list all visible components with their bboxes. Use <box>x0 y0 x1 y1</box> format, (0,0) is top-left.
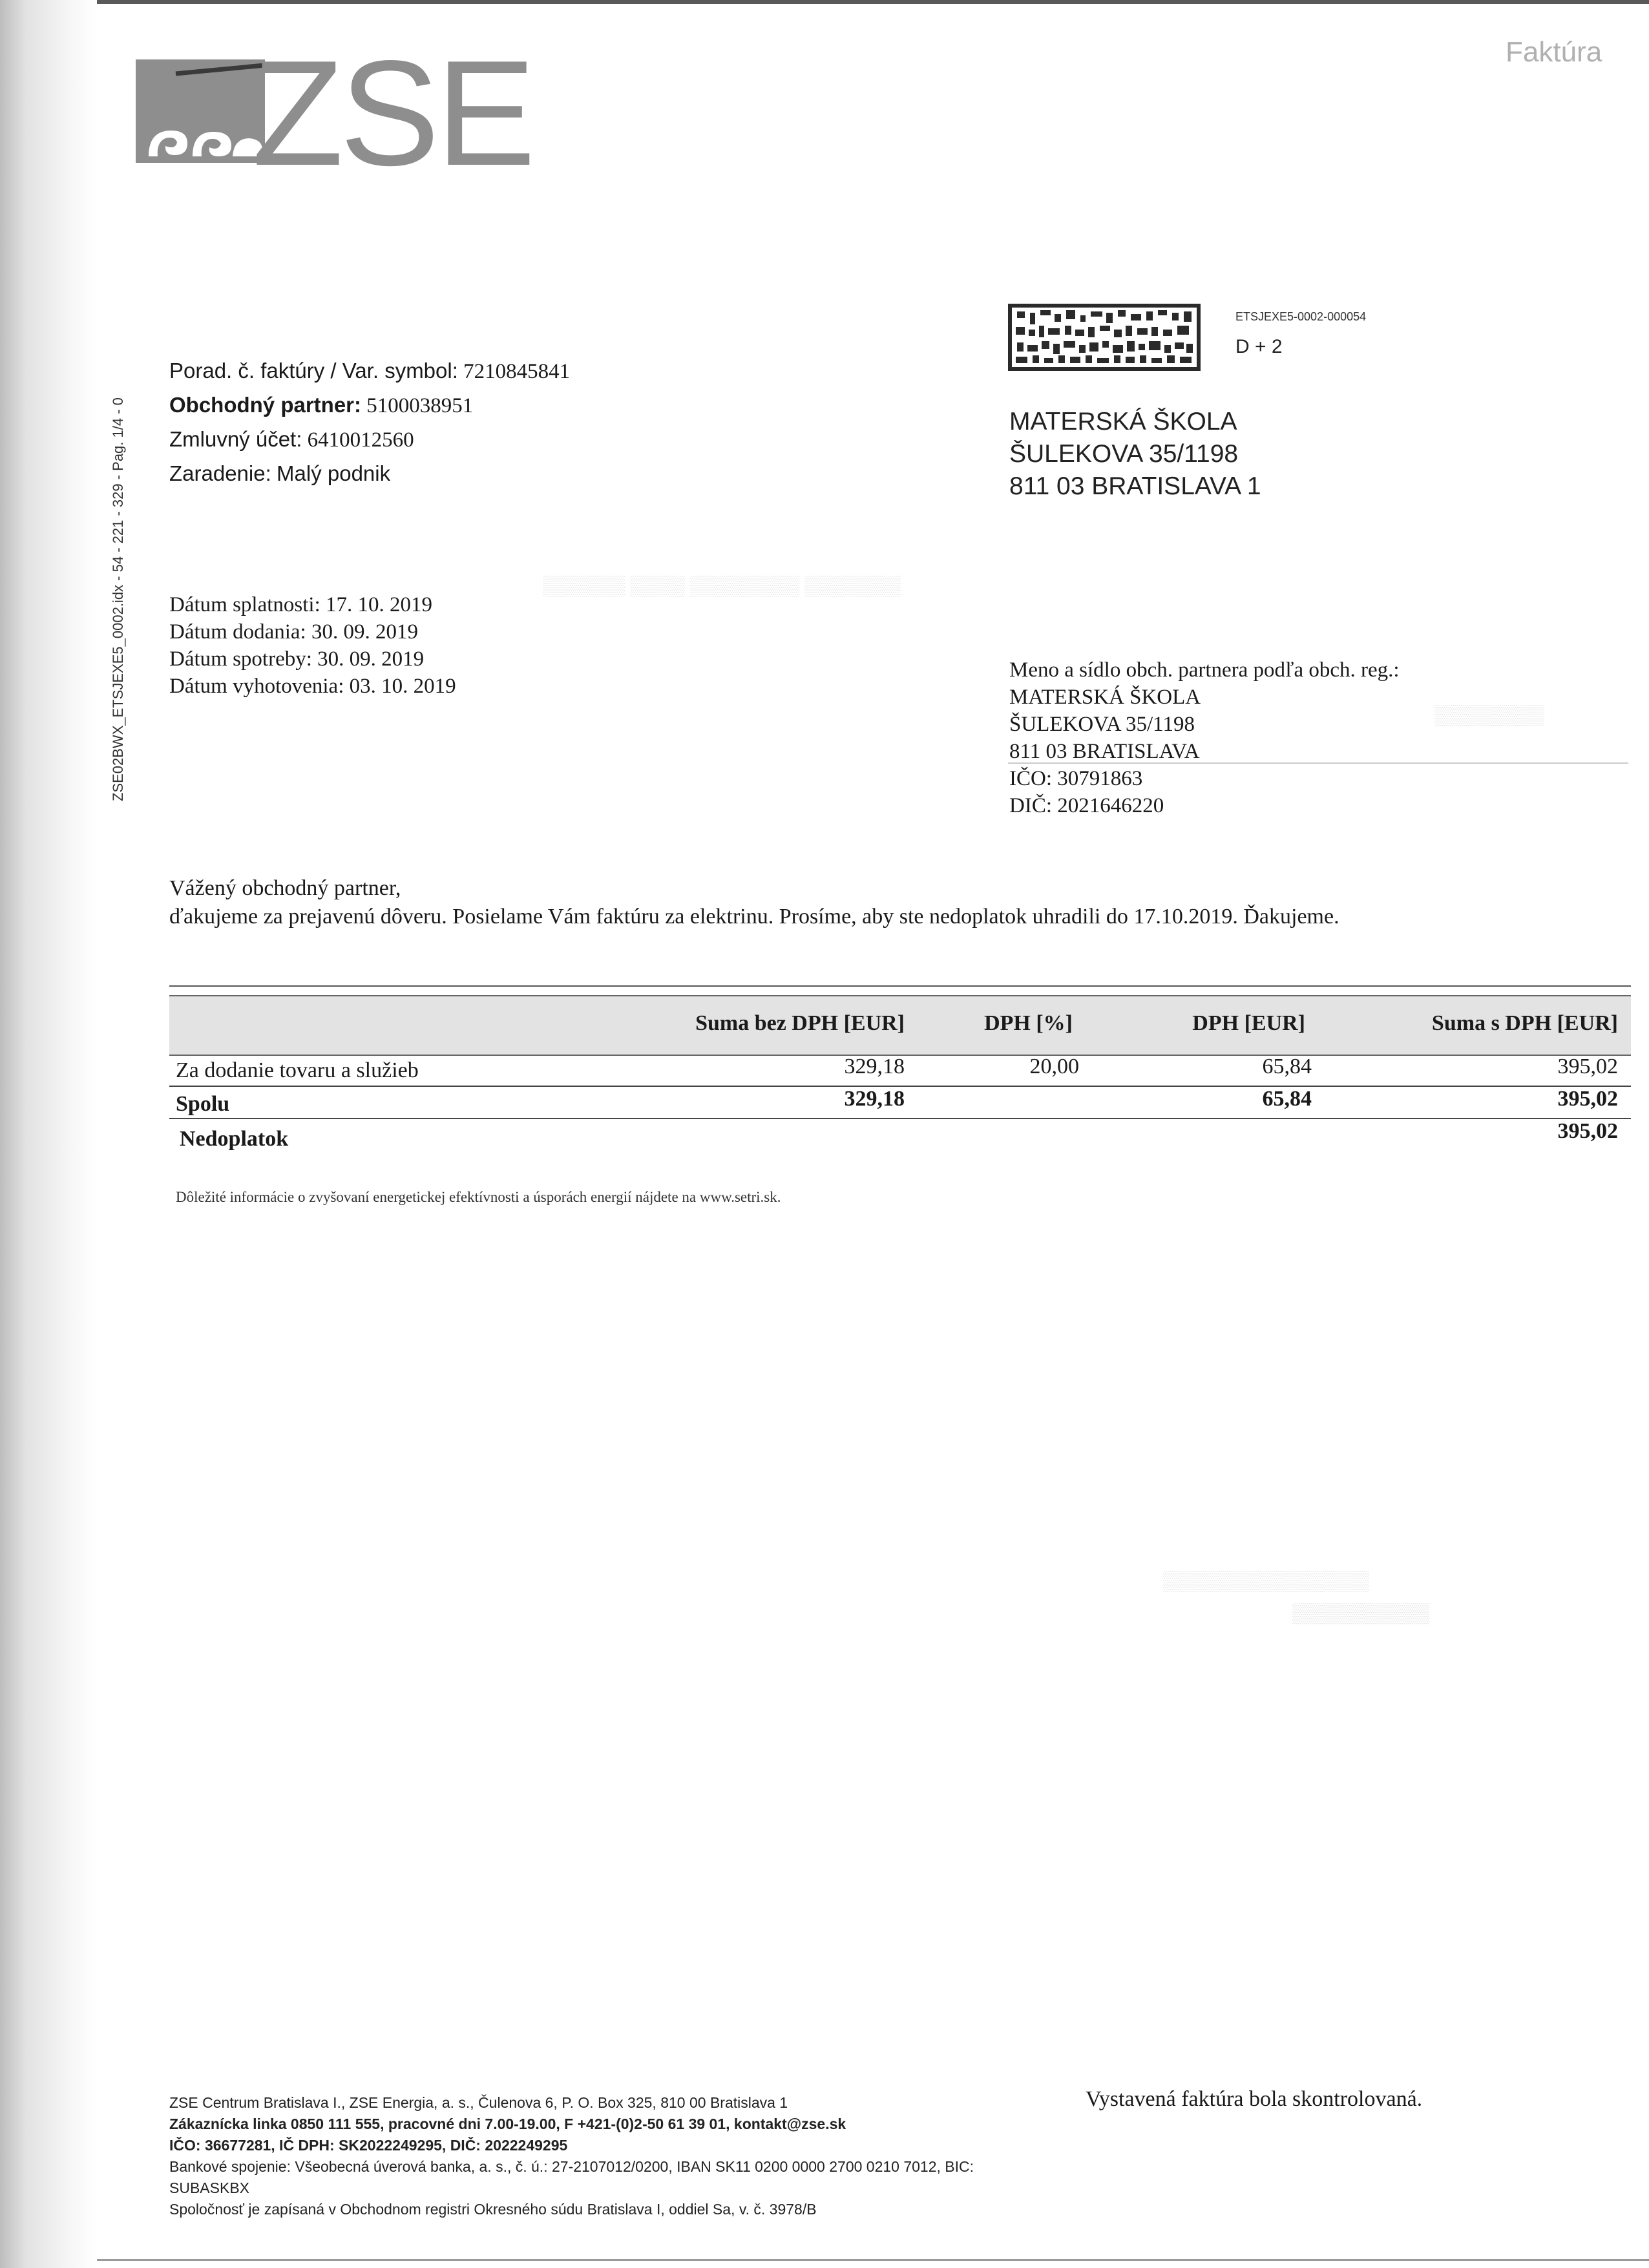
recipient-city: 811 03 BRATISLAVA 1 <box>1009 472 1261 500</box>
energy-efficiency-note: Dôležité informácie o zvyšovaní energetickej efektívnosti a úsporách energií nájdete na www.setri.sk. <box>176 1189 781 1205</box>
balance-due-amount: 395,02 <box>1557 1119 1618 1143</box>
header-vat-amount: DPH [EUR] <box>1192 1011 1305 1035</box>
header-base-amount: Suma bez DPH [EUR] <box>695 1011 905 1035</box>
invoice-number-row: Porad. č. faktúry / Var. symbol: 7210845841 <box>169 359 571 383</box>
delivery-code: D + 2 <box>1235 336 1283 357</box>
postal-barcode-icon <box>1008 304 1201 371</box>
company-footer <box>169 2092 974 2220</box>
bleed-through-text: ▒▒▒▒▒▒ ▒▒▒▒ ▒▒▒▒▒▒▒▒ ▒▒▒▒▒▒▒ <box>543 575 901 596</box>
recipient-street: ŠULEKOVA 35/1198 <box>1009 440 1239 468</box>
row-separator <box>169 1118 1631 1119</box>
invoice-reference <box>169 354 570 491</box>
row-vat-amount: 65,84 <box>1262 1055 1312 1078</box>
footer-registry: Spoločnosť je zapísaná v Obchodnom registri Okresného súdu Bratislava I, oddiel Sa, v. č. 3978/B <box>169 2201 817 2218</box>
due-date: Dátum splatnosti: 17. 10. 2019 <box>169 593 432 616</box>
contract-account-row: Zmluvný účet: 6410012560 <box>169 427 414 452</box>
subtotal-vat-amount: 65,84 <box>1262 1087 1312 1111</box>
invoice-dates <box>169 591 456 700</box>
row-label: Za dodanie tovaru a služieb <box>176 1058 419 1082</box>
recipient-address <box>1009 406 1261 503</box>
category-row: Zaradenie: Malý podnik <box>169 461 391 485</box>
header-total-amount: Suma s DPH [EUR] <box>1431 1011 1618 1035</box>
verified-note: Vystavená faktúra bola skontrolovaná. <box>1086 2087 1423 2111</box>
footer-bank: Bankové spojenie: Všeobecná úverová banka, a. s., č. ú.: 27-2107012/0200, IBAN SK11 0200 0000 2700 0210 7012, BIC: <box>169 2158 974 2175</box>
partner-reg-street: ŠULEKOVA 35/1198 <box>1009 713 1195 736</box>
row-vat-percent: 20,00 <box>1029 1055 1079 1078</box>
subtotal-base-amount: 329,18 <box>844 1087 905 1111</box>
bleed-through-text: ▒▒▒▒▒▒▒▒▒▒ <box>1292 1602 1430 1624</box>
partner-reg-heading: Meno a sídlo obch. partnera podľa obch. reg.: <box>1009 658 1400 682</box>
scan-batch-code: ETSJEXE5-0002-000054 <box>1235 310 1367 323</box>
greeting-message: ďakujeme za prejavenú dôveru. Posielame Vám faktúru za elektrinu. Prosíme, aby ste nedoplatok uhradili do 17.10.2019. Ďakujeme. <box>169 905 1339 929</box>
scan-top-edge <box>97 0 1649 4</box>
side-document-code: ZSE02BWX_ETSJEXE5_0002.idx - 54 - 221 - 329 - Pag. 1/4 - 0 <box>110 397 126 801</box>
partner-reg-dic: DIČ: 2021646220 <box>1009 794 1164 817</box>
header-vat-percent: DPH [%] <box>984 1011 1073 1035</box>
zse-logo-text: ZSE <box>252 30 532 197</box>
partner-reg-name: MATERSKÁ ŠKOLA <box>1009 686 1201 709</box>
footer-tax-ids: IČO: 36677281, IČ DPH: SK2022249295, DIČ: 2022249295 <box>169 2137 568 2154</box>
scan-edge-shadow <box>0 0 97 2268</box>
partner-registration <box>1009 656 1400 819</box>
row-total-amount: 395,02 <box>1557 1055 1618 1078</box>
recipient-name: MATERSKÁ ŠKOLA <box>1009 408 1237 436</box>
issue-date: Dátum vyhotovenia: 03. 10. 2019 <box>169 675 456 698</box>
business-partner-row: Obchodný partner: 5100038951 <box>169 393 474 417</box>
delivery-date: Dátum dodania: 30. 09. 2019 <box>169 620 418 644</box>
table-top-rule <box>169 985 1631 987</box>
partner-reg-ico: IČO: 30791863 <box>1009 767 1143 790</box>
greeting <box>169 874 1339 931</box>
subtotal-label: Spolu <box>176 1092 230 1116</box>
zse-logo-icon <box>136 59 265 163</box>
footer-contact: Zákaznícka linka 0850 111 555, pracovné dni 7.00-19.00, F +421-(0)2-50 61 39 01, kontakt@zse.sk <box>169 2116 846 2132</box>
document-title: Faktúra <box>1506 36 1602 68</box>
partner-reg-city: 811 03 BRATISLAVA <box>1009 740 1200 763</box>
balance-due-label: Nedoplatok <box>180 1127 289 1151</box>
footer-address: ZSE Centrum Bratislava I., ZSE Energia, a. s., Čulenova 6, P. O. Box 325, 810 00 Bratislava 1 <box>169 2094 788 2111</box>
scan-bottom-edge <box>97 2259 1649 2261</box>
footer-bic: SUBASKBX <box>169 2179 249 2196</box>
subtotal-total-amount: 395,02 <box>1557 1087 1618 1111</box>
bleed-through-text: ▒▒▒▒▒▒▒▒▒▒▒▒▒▒▒ <box>1163 1570 1369 1591</box>
greeting-salutation: Vážený obchodný partner, <box>169 876 401 900</box>
row-base-amount: 329,18 <box>844 1055 905 1078</box>
consumption-date: Dátum spotreby: 30. 09. 2019 <box>169 647 425 671</box>
bleed-through-text: ▒▒▒▒▒▒▒▒ <box>1434 704 1545 726</box>
